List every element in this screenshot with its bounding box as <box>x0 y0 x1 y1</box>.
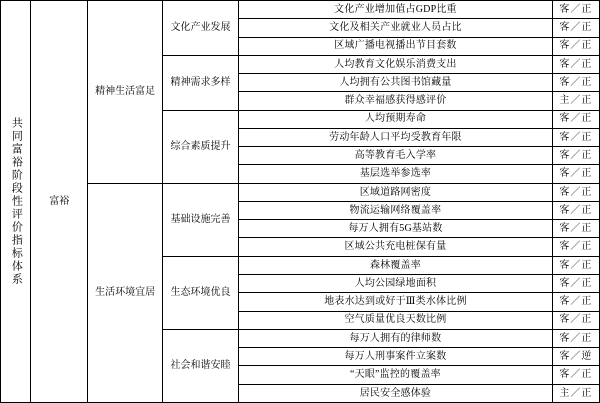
indicator-attribute-cell: 客／正 <box>552 329 599 347</box>
indicator-name-cell: 人均公园绿地面积 <box>239 274 553 292</box>
system-label: 共同富裕阶段性评价指标体系 <box>10 117 23 286</box>
subdimension-label-cell: 精神需求多样 <box>162 55 238 110</box>
indicator-attribute-cell: 客／正 <box>552 128 599 146</box>
indicator-attribute-cell: 客／正 <box>552 183 599 201</box>
indicator-attribute-cell: 客／正 <box>552 238 599 256</box>
indicator-attribute-cell: 主／正 <box>552 92 599 110</box>
indicator-name-cell: 高等教育毛入学率 <box>239 147 553 165</box>
indicator-name-cell: 森林覆盖率 <box>239 256 553 274</box>
indicator-name-cell: 空气质量优良天数比例 <box>239 311 553 329</box>
indicator-name-cell: 区域道路网密度 <box>239 183 553 201</box>
subdimension-label-cell: 文化产业发展 <box>162 1 238 56</box>
indicator-attribute-cell: 客／正 <box>552 110 599 128</box>
indicator-name-cell: 劳动年龄人口平均受教育年限 <box>239 128 553 146</box>
indicator-name-cell: 文化及相关产业就业人员占比 <box>239 19 553 37</box>
indicator-attribute-cell: 客／正 <box>552 37 599 55</box>
indicator-attribute-cell: 客／正 <box>552 74 599 92</box>
indicator-attribute-cell: 客／正 <box>552 201 599 219</box>
subdimension-label-cell: 综合素质提升 <box>162 110 238 183</box>
indicator-attribute-cell: 客／正 <box>552 55 599 73</box>
indicator-attribute-cell: 客／正 <box>552 256 599 274</box>
table-row <box>1 1 600 19</box>
indicator-name-cell: 区域公共充电桩保有量 <box>239 238 553 256</box>
indicator-name-cell: 群众幸福感获得感评价 <box>239 92 553 110</box>
indicator-attribute-cell: 客／逆 <box>552 348 599 366</box>
indicator-name-cell: 每万人拥有的律师数 <box>239 329 553 347</box>
indicator-attribute-cell: 客／正 <box>552 220 599 238</box>
dimension-label-cell <box>88 1 162 184</box>
indicator-name-cell: 每万人刑事案件立案数 <box>239 348 553 366</box>
indicator-name-cell: 人均预期寿命 <box>239 110 553 128</box>
indicator-name-cell: 基层选举参选率 <box>239 165 553 183</box>
indicator-name-cell: 居民安全感体验 <box>239 384 553 402</box>
indicator-attribute-cell: 客／正 <box>552 165 599 183</box>
indicator-attribute-cell: 客／正 <box>552 1 599 19</box>
indicator-name-cell: 文化产业增加值占GDP比重 <box>239 1 553 19</box>
indicator-name-cell: 区域广播电视播出节目套数 <box>239 37 553 55</box>
indicator-attribute-cell: 客／正 <box>552 311 599 329</box>
dimension-label: 生活环境宜居 <box>95 286 156 298</box>
subdimension-label-cell: 社会和谐安睦 <box>162 329 238 402</box>
indicator-attribute-cell: 客／正 <box>552 293 599 311</box>
indicator-name-cell: 人均拥有公共图书馆藏量 <box>239 74 553 92</box>
dimension-label: 精神生活富足 <box>95 85 156 97</box>
indicator-attribute-cell: 客／正 <box>552 147 599 165</box>
indicator-attribute-cell: 客／正 <box>552 274 599 292</box>
indicator-attribute-cell: 主／正 <box>552 384 599 402</box>
indicator-name-cell: 地表水达到或好于Ⅲ类水体比例 <box>239 293 553 311</box>
table-body <box>1 1 600 403</box>
indicator-name-cell: 物流运输网络覆盖率 <box>239 201 553 219</box>
table-row <box>1 183 600 201</box>
stage-label-cell: 富裕 <box>31 1 88 403</box>
indicator-name-cell: “天眼”监控的覆盖率 <box>239 366 553 384</box>
indicator-name-cell: 人均教育文化娱乐消费支出 <box>239 55 553 73</box>
indicator-attribute-cell: 客／正 <box>552 366 599 384</box>
indicator-name-cell: 每万人拥有5G基站数 <box>239 220 553 238</box>
subdimension-label-cell: 生态环境优良 <box>162 256 238 329</box>
system-label-cell <box>1 1 31 403</box>
subdimension-label-cell: 基础设施完善 <box>162 183 238 256</box>
indicator-attribute-cell: 客／正 <box>552 19 599 37</box>
dimension-label-cell <box>88 183 162 402</box>
